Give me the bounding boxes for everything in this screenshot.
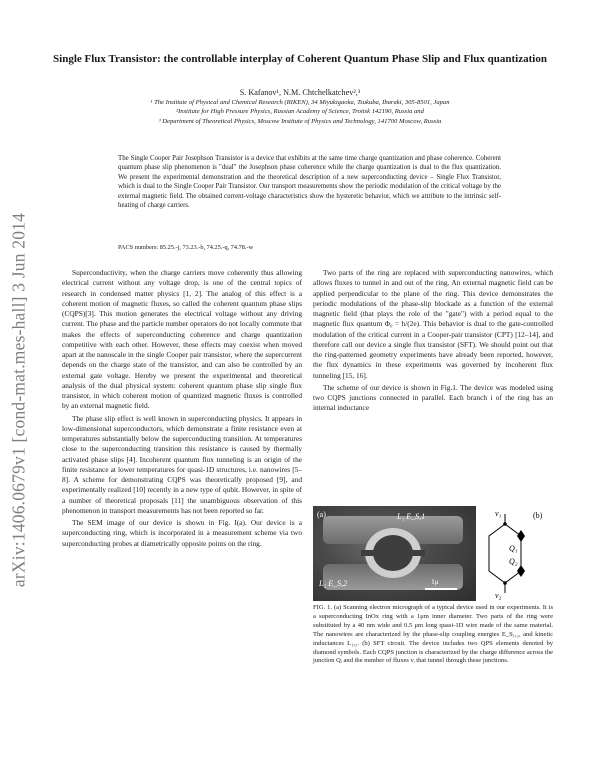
scale-bar-label: 1μ <box>431 577 439 586</box>
affiliation-3: ³ Department of Theoretical Physics, Moscow Institute of Physics and Technology, 141700 Moscow, Russia <box>158 117 442 125</box>
paragraph: The SEM image of our device is shown in Fig. I(a). Our device is a superconducting ring, which is incorporated in a measurement scheme via two superconducting probes at diametrically opposite points on the ring. <box>62 518 302 548</box>
paragraph: Two parts of the ring are replaced with superconducting nanowires, which allows fluxes to tunnel in and out of the ring. An external magnetic field can be applied perpendicular to the plane of the ring. This device demonstrates the periodic modulations of the phase-slip blockade as a function of the external magnetic field (that plays the role of the "gate") with a period equal to the magnetic flux quantum Φ₀ = h/(2e). This behavior is dual to the gate-controlled modulation of the critical current in a Cooper-pair transistor (CPT) [12–14], and therefore call our device a single flux transistor (SFT). We should point out that the ring-patterned geometry experiments have already been reported, however, the flux dynamics in these experiments was governed by incoherent flux tunneling [15, 16]. <box>313 268 553 380</box>
node-label-top: ν₁ <box>495 509 502 518</box>
panel-b-label: (b) <box>533 511 543 520</box>
circuit-loop <box>489 524 521 583</box>
qps-diamond-1 <box>517 530 525 542</box>
scale-bar <box>425 588 457 590</box>
paragraph: Superconductivity, when the charge carriers move coherently thus allowing electrical current without any voltage drop, is one of the central topics of research in condensed matter physics [1, 2]. The analog of this effect is a coherent motion of magnetic fluxes, so called the coherent quantum phase slips (CQPS)[3]. This motion generates the electrical voltage without any driving current. The phase and the particle number operators do not locally commute that makes the effects of superconducting coherence and charge quantization competitive with each other. However, these effects may coexist when moved apart at the nanoscale in the single Cooper pair transistor, where the supercurrent depends on the charge state of the transistor, and can also be controlled by an external gate voltage. Hereby we present the experimental and theoretical analysis of the dual physical system: coherent quantum phase slip single flux transistor, in which coherent motion of quantized magnetic fluxes is controlled by an external magnetic field. <box>62 268 302 411</box>
qps-diamond-2 <box>517 565 525 577</box>
right-column <box>313 268 553 414</box>
sem-micrograph <box>313 506 476 601</box>
affiliations <box>40 98 560 126</box>
sft-circuit-diagram <box>481 506 553 601</box>
label-l2-es2: L₂ E_S,2 <box>319 579 348 588</box>
affiliation-1: ¹ The Institute of Physical and Chemical Research (RIKEN), 34 Miyukigaoka, Tsukuba, Ibaraki, 305-8501, Japan <box>150 99 450 106</box>
paper-authors: S. Kafanov¹, N.M. Chtchelkatchev²,³ <box>239 88 361 97</box>
node-label-bottom: ν₂ <box>495 591 502 600</box>
sem-ring-hole <box>373 535 413 571</box>
figure-1-caption: FIG. 1. (a) Scanning electron micrograph of a typical device used in our experiments. It is a superconducting InOx ring with a 1μm inner diameter. Two parts of the ring were substituted by a 40 nm wide and 0.5 μm long quasi-1D wire made of the same material. The nanowires are characterized by the phase-slip coupling energies E_S₁,₂, and kinetic inductances L₁,₂. (b) SFT circuit. The device includes two QPS elements denoted by diamond symbols. Each CQPS junction is characterized by the charge difference across the junction Qᵢ and the number of fluxes νᵢ that tunnel through these junctions. <box>313 604 553 665</box>
sem-ring-gap-left <box>361 550 375 556</box>
q2-label: Q₂ <box>509 557 518 566</box>
affiliation-2: ²Institute for High Pressure Physics, Russian Academy of Science, Troitsk 142190, Russia and <box>176 108 424 116</box>
arxiv-identifier-stamp[interactable] <box>6 150 32 650</box>
label-l1-es1: L₁ E_S,1 <box>397 512 426 521</box>
abstract: The Single Cooper Pair Josephson Transistor is a device that exhibits at the same time charge quantization and phase coherence. Coherent quantum phase slip phenomenon is "dual" the Josephson phase coherence while the charge quantization is dual to the flux quantization. We present the experimental demonstration and the theoretical description of a new superconducting device – Single Flux Transistor, which is dual to the Single Cooper Pair Transistor. Our transport measurements show the periodic modulation of the critical voltage by the external magnetic field. The obtained current-voltage characteristics show the hysteretic behavior, which we attribute to the intrinsic self-heating of charge carriers. <box>118 155 501 210</box>
panel-a-label: (a) <box>317 510 326 519</box>
arxiv-identifier-text: arXiv:1406.0679v1 [cond-mat.mes-hall] 3 Jun 2014 <box>8 212 29 588</box>
paragraph: The scheme of our device is shown in Fig.1. The device was modeled using two CQPS junctions connected in parallel. Each branch i of the ring has an internal inductance <box>313 382 553 413</box>
paragraph: The phase slip effect is well known in superconducting physics. It appears in low-dimensional superconductors, which demonstrate a finite resistance even at temperatures substantially below the superconducting transition. At temperatures close to the superconducting transition this resistance is caused by thermally activated phase slips [4]. Incoherent quantum flux tunneling is an origin of the finite resistance at lower temperatures for quasi-1D structures, i.e. nanowires [5–8]. A scheme for demonstrating CQPS was theoretically proposed [9], and experimentally realized [10] recently in a new type of qubit. However, in spite of a number of theoretical proposals [11] the unambiguous observation of this phenomenon in transport measurements has not been reported so far. <box>62 413 302 515</box>
paper-title: Single Flux Transistor: the controllable interplay of Coherent Quantum Phase Slip and Flux quantization <box>53 53 547 65</box>
left-column <box>62 268 302 549</box>
figure-1 <box>313 506 553 601</box>
sem-ring-gap-right <box>411 550 425 556</box>
pacs-numbers: PACS numbers: 85.25.-j, 73.23.-b, 74.25.-q, 74.78.-w <box>118 244 254 251</box>
q1-label: Q₁ <box>509 544 518 553</box>
